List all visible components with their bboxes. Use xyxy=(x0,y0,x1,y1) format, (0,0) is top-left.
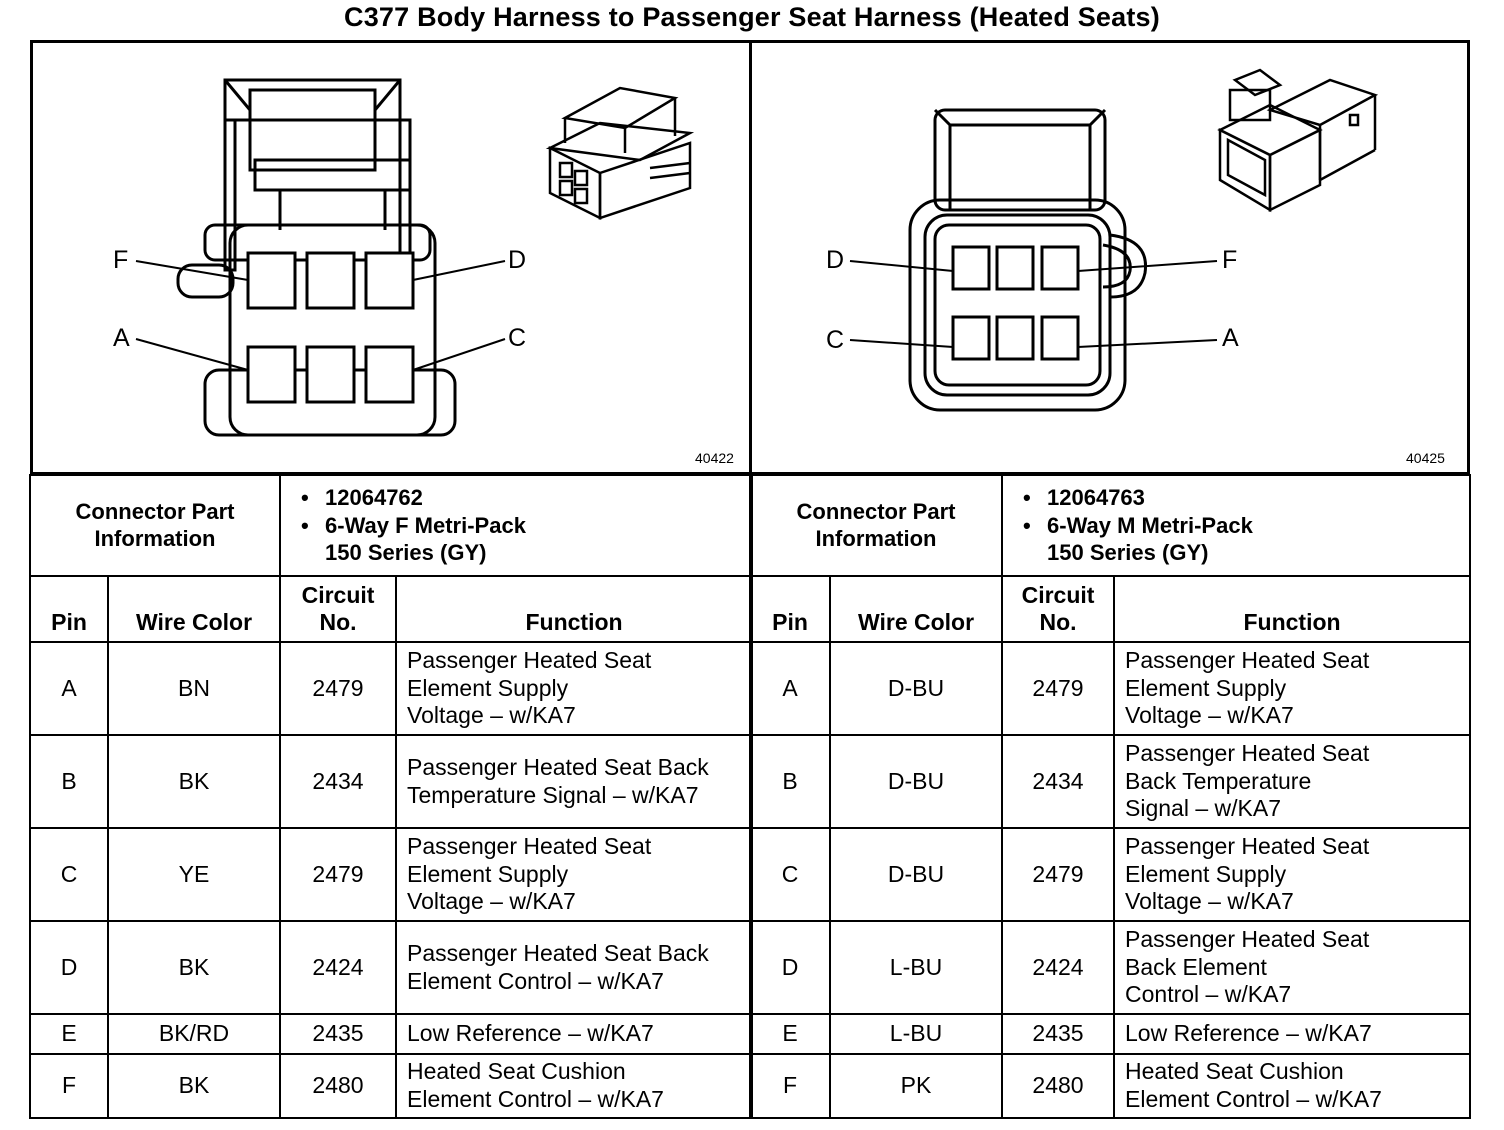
cavity-b xyxy=(307,347,354,402)
table-row: E L-BU 2435 Low Reference – w/KA7 xyxy=(750,1014,1470,1054)
part-description-line2: 150 Series (GY) xyxy=(1047,540,1209,566)
cavity-d xyxy=(953,247,989,289)
cavity-a xyxy=(1042,317,1078,359)
cavity-c xyxy=(366,347,413,402)
header-function: Function xyxy=(1114,576,1470,642)
pinout-table-right xyxy=(749,474,1471,1119)
part-number: 12064763 xyxy=(1047,485,1145,511)
table-row: E BK/RD 2435 Low Reference – w/KA7 xyxy=(30,1014,752,1054)
male-connector-iso-sketch xyxy=(1210,70,1385,220)
table-row: F PK 2480 Heated Seat Cushion Element Control – w/KA7 xyxy=(750,1054,1470,1118)
pin-label-a-right: A xyxy=(1222,324,1239,352)
cavity-e xyxy=(307,253,354,308)
part-description-line1: 6-Way M Metri-Pack xyxy=(1047,512,1253,538)
table-row: B BK 2434 Passenger Heated Seat Back Temperature Signal – w/KA7 xyxy=(30,735,752,828)
male-connector-face-diagram xyxy=(905,105,1155,410)
connector-part-info-value: • 12064763 • 6-Way M Metri-Pack 150 Series (GY) xyxy=(1002,475,1470,576)
pin-label-d-left: D xyxy=(508,246,527,274)
table-row: C YE 2479 Passenger Heated Seat Element Supply Voltage – w/KA7 xyxy=(30,828,752,921)
cavity-f xyxy=(248,253,295,308)
pin-label-a-left: A xyxy=(113,324,130,352)
part-description-line1: 6-Way F Metri-Pack xyxy=(325,512,526,538)
female-connector-face-diagram xyxy=(100,80,480,460)
header-circuit-no: Circuit No. xyxy=(1002,576,1114,642)
header-pin: Pin xyxy=(750,576,830,642)
part-description-line2: 150 Series (GY) xyxy=(325,540,487,566)
female-connector-iso-sketch xyxy=(545,68,695,228)
table-row: D L-BU 2424 Passenger Heated Seat Back Element Control – w/KA7 xyxy=(750,921,1470,1014)
part-number: 12064762 xyxy=(325,485,423,511)
connector-part-info-label: Connector Part Information xyxy=(750,475,1002,576)
connector-info-row xyxy=(30,475,752,576)
header-pin: Pin xyxy=(30,576,108,642)
table-row: D BK 2424 Passenger Heated Seat Back Element Control – w/KA7 xyxy=(30,921,752,1014)
pin-label-f-left: F xyxy=(113,246,129,274)
cavity-d xyxy=(366,253,413,308)
table-row: F BK 2480 Heated Seat Cushion Element Control – w/KA7 xyxy=(30,1054,752,1118)
header-row xyxy=(750,576,1470,642)
figure-divider xyxy=(749,40,752,475)
pin-label-f-right: F xyxy=(1222,246,1238,274)
cavity-a xyxy=(248,347,295,402)
table-row: C D-BU 2479 Passenger Heated Seat Element Supply Voltage – w/KA7 xyxy=(750,828,1470,921)
pin-label-c-right: C xyxy=(826,326,845,354)
figure-number-right: 40425 xyxy=(1406,450,1445,466)
connector-info-row xyxy=(750,475,1470,576)
page-title: C377 Body Harness to Passenger Seat Harness (Heated Seats) xyxy=(344,2,1160,32)
header-wire-color: Wire Color xyxy=(830,576,1002,642)
pin-label-c-left: C xyxy=(508,324,527,352)
connector-part-info-label: Connector Part Information xyxy=(30,475,280,576)
pin-label-d-right: D xyxy=(826,246,845,274)
header-circuit-no: Circuit No. xyxy=(280,576,396,642)
table-row: A D-BU 2479 Passenger Heated Seat Element Supply Voltage – w/KA7 xyxy=(750,642,1470,735)
table-row: A BN 2479 Passenger Heated Seat Element Supply Voltage – w/KA7 xyxy=(30,642,752,735)
pinout-table-left xyxy=(29,474,753,1119)
header-function: Function xyxy=(396,576,752,642)
cavity-f xyxy=(1042,247,1078,289)
table-row: B D-BU 2434 Passenger Heated Seat Back Temperature Signal – w/KA7 xyxy=(750,735,1470,828)
cavity-e xyxy=(997,247,1033,289)
cavity-b xyxy=(997,317,1033,359)
connector-part-info-value: • 12064762 • 6-Way F Metri-Pack 150 Series (GY) xyxy=(280,475,752,576)
cavity-c xyxy=(953,317,989,359)
figure-number-left: 40422 xyxy=(695,450,734,466)
header-row xyxy=(30,576,752,642)
header-wire-color: Wire Color xyxy=(108,576,280,642)
